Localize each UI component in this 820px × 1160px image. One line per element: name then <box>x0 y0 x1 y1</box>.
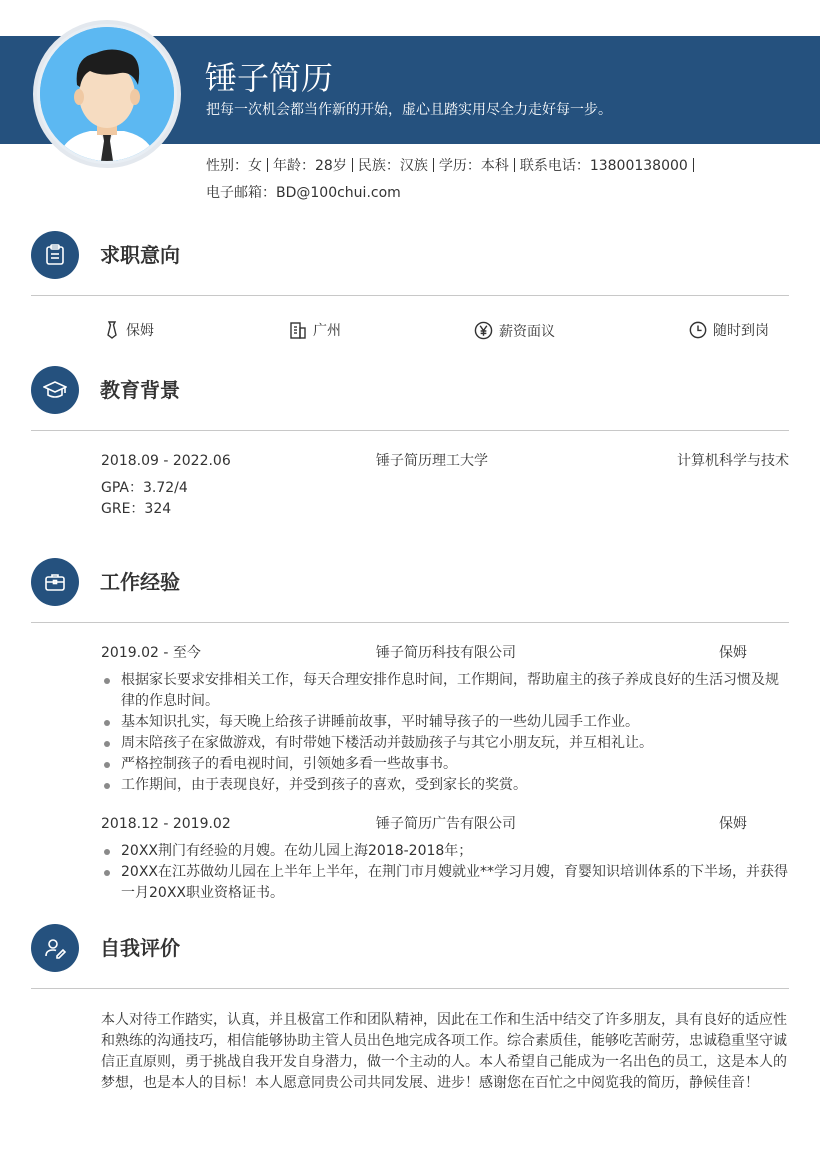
resume-motto: 把每一次机会都当作新的开始，虚心且踏实用尽全力走好每一步。 <box>206 102 612 118</box>
intent-position: 保姆 <box>104 321 154 341</box>
list-item: 根据家长要求安排相关工作，每天合理安排作息时间，工作期间，帮助雇主的孩子养成良好的生活习惯及规律的作息时间。 <box>101 670 789 712</box>
clock-icon <box>689 321 707 339</box>
section-title-intent: 求职意向 <box>100 243 180 267</box>
divider <box>31 430 789 431</box>
info-gender: 性别：女 <box>206 158 262 174</box>
info-ethnicity: 民族：汉族 <box>357 158 428 174</box>
self-evaluation-text: 本人对待工作踏实，认真，并且极富工作和团队精神，因此在工作和生活中结交了许多朋友，具有良好的适应性和熟练的沟通技巧，相信能够协助主管人员出色地完成各项工作。综合素质佳，能够吃苦耐劳，忠诚稳重坚守诚信正直原则，勇于挑战自我开发自身潜力，做一个主动的人。本人希望自己能成为一名出色的员工，这是本人的梦想，也是本人的目标！本人愿意同贵公司共同发展、进步！感谢您在百忙之中阅览我的简历，静候佳音！ <box>101 1012 787 1091</box>
avatar-illustration <box>40 27 174 161</box>
info-education: 学历：本科 <box>438 158 509 174</box>
education-period: 2018.09 - 2022.06 <box>101 453 231 469</box>
list-item: 工作期间，由于表现良好，并受到孩子的喜欢，受到家长的奖赏。 <box>101 775 789 796</box>
divider <box>31 622 789 623</box>
section-title-work: 工作经验 <box>100 570 180 594</box>
personal-info-line <box>206 156 699 176</box>
job-company: 锤子简历广告有限公司 <box>376 816 516 832</box>
intent-salary: 薪资面议 <box>474 321 555 342</box>
avatar <box>33 20 181 168</box>
job-period: 2019.02 - 至今 <box>101 645 201 661</box>
info-phone: 联系电话：13800138000 <box>519 158 688 174</box>
list-item: 20XX荆门有经验的月嫂。在幼儿园上海2018-2018年； <box>101 841 789 862</box>
job-duties-list <box>101 841 789 904</box>
job-period: 2018.12 - 2019.02 <box>101 816 231 832</box>
clipboard-icon <box>31 231 79 279</box>
yen-icon <box>474 321 493 340</box>
education-school: 锤子简历理工大学 <box>376 453 488 469</box>
divider <box>31 988 789 989</box>
intent-availability: 随时到岗 <box>689 321 769 341</box>
list-item: 20XX在江苏做幼儿园在上半年上半年，在荆门市月嫂就业**学习月嫂，育婴知识培训体系的下半场，并获得一月20XX职业资格证书。 <box>101 862 789 904</box>
section-title-education: 教育背景 <box>100 378 180 402</box>
job-duties-list <box>101 670 789 796</box>
list-item: 周末陪孩子在家做游戏，有时带她下楼活动并鼓励孩子与其它小朋友玩，并互相礼让。 <box>101 733 789 754</box>
education-major: 计算机科学与技术 <box>677 453 789 469</box>
education-gre: GRE：324 <box>101 501 172 517</box>
list-item: 严格控制孩子的看电视时间，引领她多看一些故事书。 <box>101 754 789 775</box>
graduation-cap-icon <box>31 366 79 414</box>
list-item: 基本知识扎实，每天晚上给孩子讲睡前故事，平时辅导孩子的一些幼儿园手工作业。 <box>101 712 789 733</box>
section-title-self: 自我评价 <box>100 936 180 960</box>
education-gpa: GPA：3.72/4 <box>101 480 188 496</box>
job-company: 锤子简历科技有限公司 <box>376 645 516 661</box>
resume-name: 锤子简历 <box>205 59 334 97</box>
info-age: 年龄：28岁 <box>273 158 347 174</box>
briefcase-icon <box>31 558 79 606</box>
divider <box>31 295 789 296</box>
building-icon <box>289 321 307 339</box>
job-role: 保姆 <box>719 816 747 832</box>
intent-city: 广州 <box>289 321 341 341</box>
info-email: 电子邮箱：BD@100chui.com <box>206 185 401 201</box>
job-role: 保姆 <box>719 645 747 661</box>
user-edit-icon <box>31 924 79 972</box>
tie-icon <box>104 321 120 339</box>
